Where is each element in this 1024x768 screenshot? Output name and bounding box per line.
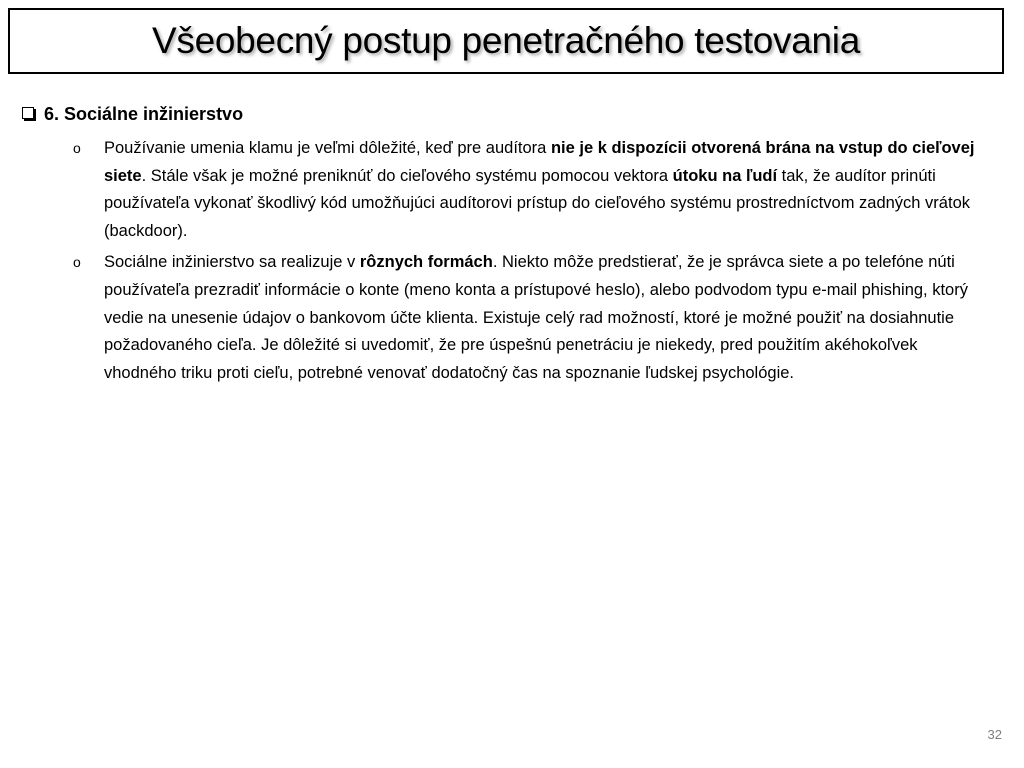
paragraph-emphasis: útoku na ľudí: [672, 166, 778, 185]
paragraph-1: [104, 139, 975, 240]
paragraph-emphasis: nie je k dispozícii otvorená brána na vstup do cieľovej siete: [104, 139, 975, 185]
bullet-item: [20, 135, 1000, 245]
slide-content: [20, 101, 1000, 391]
checkbox-bullet-icon: [22, 107, 34, 119]
page-number: 32: [987, 727, 1002, 742]
title-box: [8, 8, 1004, 74]
paragraph-2: [104, 253, 968, 381]
slide-title: Všeobecný postup penetračného testovania: [152, 20, 860, 61]
circle-bullet-icon: o: [73, 254, 81, 271]
section-heading: [20, 101, 1000, 127]
paragraph-text: Používanie umenia klamu je veľmi dôležité, keď pre audítora: [104, 139, 551, 157]
section-heading-text: 6. Sociálne inžinierstvo: [44, 104, 244, 124]
paragraph-text: Sociálne inžinierstvo sa realizuje v: [104, 253, 360, 272]
bullet-list: [20, 135, 1000, 387]
paragraph-emphasis: rôznych formách: [359, 253, 493, 272]
paragraph-text: tak, že audítor prinúti používateľa vykonať škodlivý kód umožňujúci audítorovi prístup do cieľového systému prostredníctvom zadných vrátok (backdoor).: [104, 166, 970, 240]
paragraph-text: . Stále však je možné preniknúť do cieľového systému pomocou vektora: [141, 166, 673, 185]
paragraph-text: . Niekto môže predstierať, že je správca siete a po telefóne núti používateľa prezradiť informácie o konte (meno konta a prístupové heslo), alebo podvodom typu e-mail phishing, ktorý vedie na unesenie údajov o bankovom účte klienta. Existuje celý rad možností, ktoré je možné použiť na dosiahnutie požadovaného cieľa. Je dôležité si uvedomiť, že pre úspešnú penetráciu je niekedy, pred použitím akéhokoľvek vhodného triku proti cieľu, potrebné venovať dodatočný čas na spoznanie ľudskej psychológie.: [104, 253, 968, 382]
bullet-item: [20, 249, 1000, 387]
circle-bullet-icon: o: [73, 140, 81, 156]
